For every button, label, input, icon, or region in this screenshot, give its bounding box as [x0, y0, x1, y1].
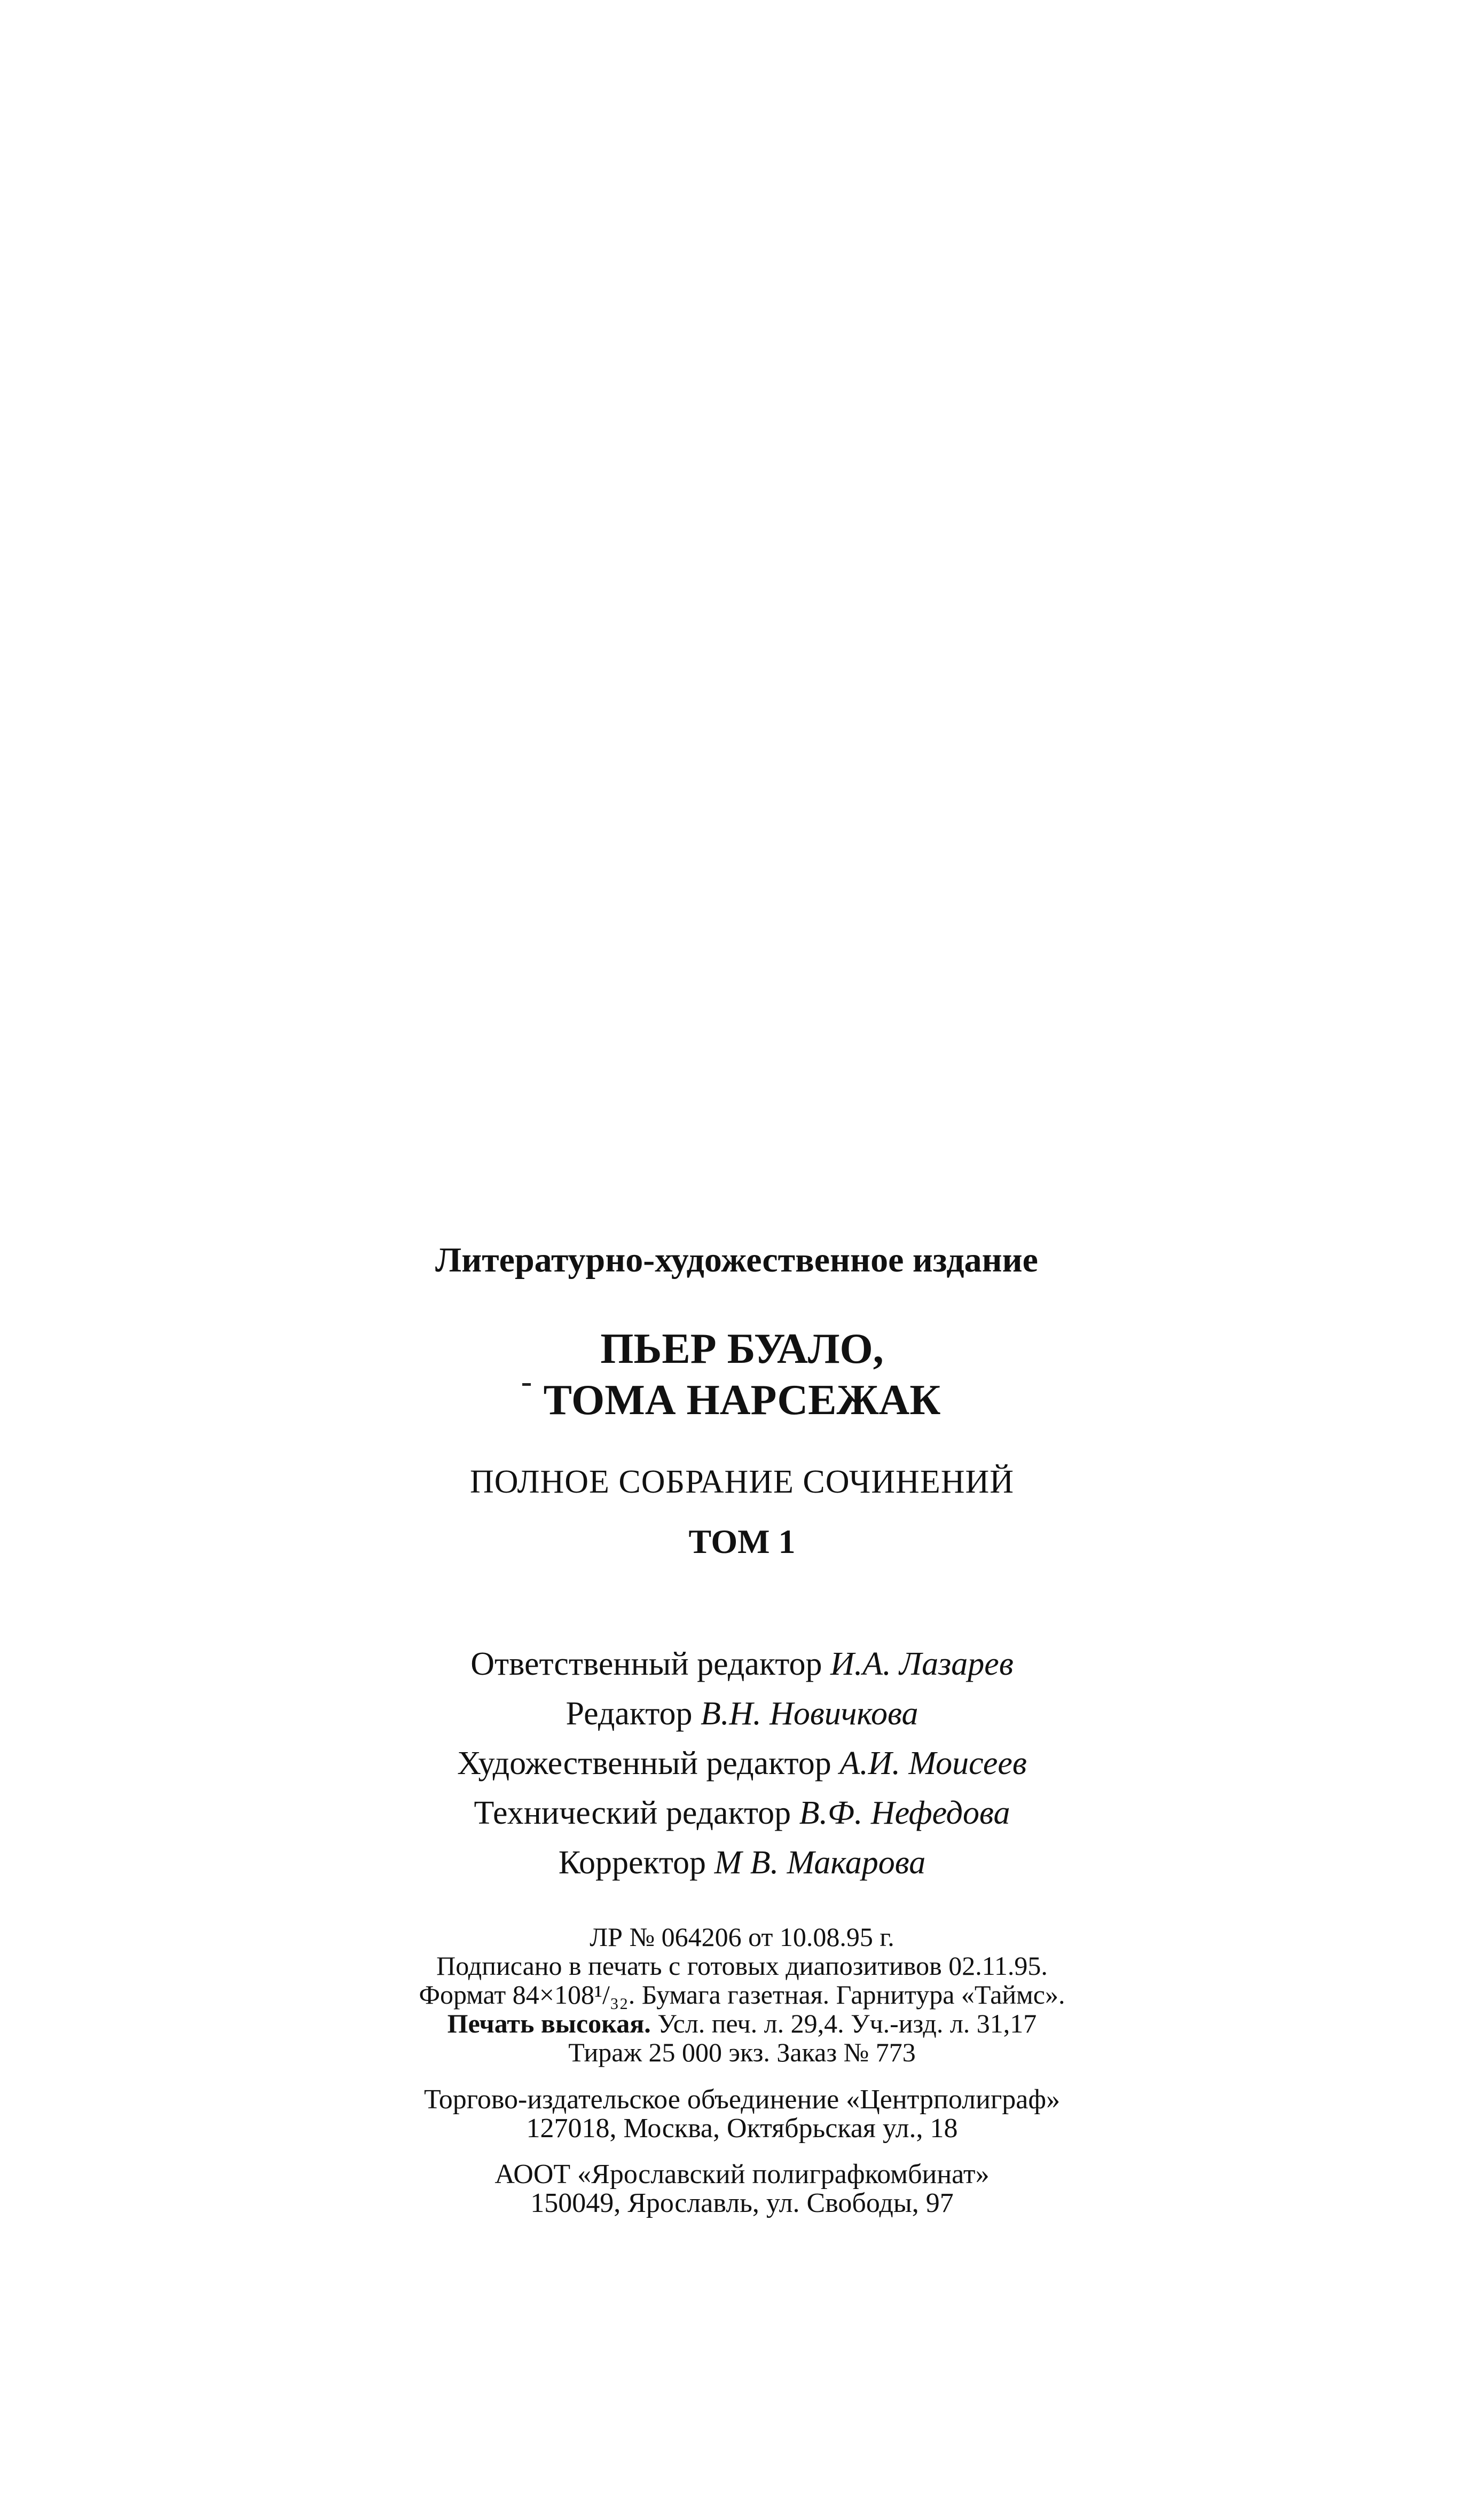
credit-name: В.Н. Новичкова: [700, 1696, 918, 1732]
series-title: ПОЛНОЕ СОБРАНИЕ СОЧИНЕНИЙ: [469, 1464, 1015, 1500]
author-line: ПЬЕР БУАЛО,: [600, 1325, 884, 1372]
credit-row: [0, 1639, 1484, 1689]
printer-info: [0, 2160, 1484, 2218]
print-sheets: Усл. печ. л. 29,4. Уч.-изд. л. 31,17: [657, 2008, 1037, 2038]
credits-list: [0, 1639, 1484, 1888]
publisher-info: [0, 2085, 1484, 2143]
format-line: Формат 84×108¹/₃₂. Бумага газетная. Гарнитура «Таймс».: [419, 1980, 1065, 2010]
publisher-address: 127018, Москва, Октябрьская ул., 18: [526, 2113, 958, 2144]
volume-number: ТОМ 1: [688, 1523, 796, 1560]
edition-genre: Литературно-художественное издание: [435, 1241, 1038, 1280]
print-label: Печать высокая.: [447, 2008, 651, 2038]
credit-name: В.Ф. Нефедова: [799, 1795, 1010, 1831]
print-line: [0, 2009, 1484, 2038]
credit-role: Ответственный редактор: [470, 1646, 822, 1682]
license-line: ЛР № 064206 от 10.08.95 г.: [590, 1922, 894, 1952]
credit-name: М В. Макарова: [714, 1845, 926, 1881]
credit-role: Художественный редактор: [457, 1745, 831, 1782]
imprint-details: [0, 1923, 1484, 2067]
credit-role: Корректор: [558, 1845, 706, 1881]
credit-role: Технический редактор: [474, 1795, 791, 1831]
credit-name: И.А. Лазарев: [830, 1646, 1014, 1682]
credit-row: [0, 1739, 1484, 1788]
authors: [0, 1323, 1484, 1426]
credit-row: [0, 1788, 1484, 1838]
signed-line: Подписано в печать с готовых диапозитивов 02.11.95.: [436, 1951, 1048, 1981]
run-line: Тираж 25 000 экз. Заказ № 773: [568, 2037, 916, 2067]
author-line: ТОМА НАРСЕЖАК: [543, 1377, 941, 1424]
printer-name: АООТ «Ярославский полиграфкомбинат»: [494, 2159, 990, 2190]
printer-address: 150049, Ярославль, ул. Свободы, 97: [530, 2188, 954, 2218]
credit-role: Редактор: [566, 1696, 693, 1732]
credit-row: [0, 1838, 1484, 1888]
publisher-name: Торгово-издательское объединение «Центрполиграф»: [423, 2084, 1061, 2115]
credit-row: [0, 1689, 1484, 1739]
credit-name: А.И. Моисеев: [839, 1745, 1027, 1782]
